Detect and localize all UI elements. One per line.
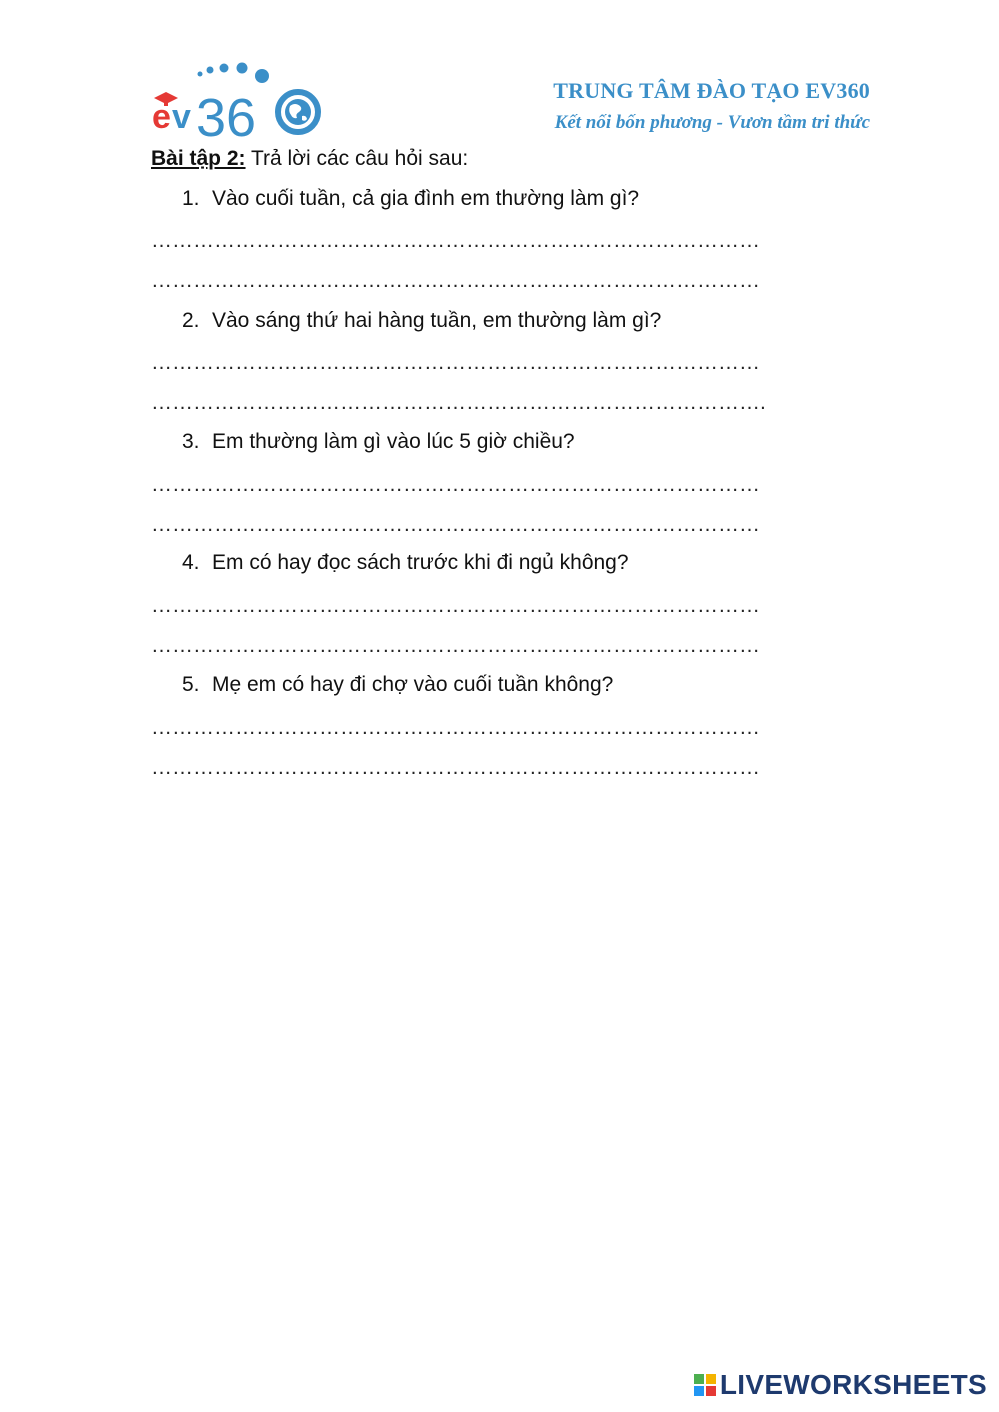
question-3: [182, 430, 575, 454]
question-5: [182, 673, 613, 697]
exercise-label: Bài tập 2:: [151, 147, 246, 170]
answer-line[interactable]: ……………………………………………………………………………: [151, 594, 760, 617]
exercise-instruction: Trả lời các câu hỏi sau:: [245, 147, 469, 170]
question-1: [182, 187, 639, 211]
question-text: Em có hay đọc sách trước khi đi ngủ không?: [212, 551, 629, 574]
question-number: 3.: [182, 430, 200, 453]
answer-line[interactable]: ……………………………………………………………………………: [151, 716, 760, 739]
svg-text:v: v: [172, 98, 191, 136]
center-slogan: Kết nối bốn phương - Vươn tầm tri thức: [554, 112, 870, 133]
question-number: 5.: [182, 673, 200, 696]
svg-text:e: e: [152, 98, 171, 136]
question-text: Vào sáng thứ hai hàng tuần, em thường làm gì?: [212, 309, 662, 332]
exercise-heading: [151, 147, 468, 171]
question-2: [182, 309, 661, 333]
answer-line[interactable]: ……………………………………………………………………………: [151, 229, 760, 252]
answer-line[interactable]: …………………………………………………………………………….: [151, 391, 766, 414]
answer-line[interactable]: ……………………………………………………………………………: [151, 269, 760, 292]
question-number: 4.: [182, 551, 200, 574]
answer-line[interactable]: ……………………………………………………………………………: [151, 351, 760, 374]
svg-text:36: 36: [196, 88, 257, 142]
question-text: Em thường làm gì vào lúc 5 giờ chiều?: [212, 430, 575, 453]
question-number: 2.: [182, 309, 200, 332]
answer-line[interactable]: ……………………………………………………………………………: [151, 756, 760, 779]
answer-line[interactable]: ……………………………………………………………………………: [151, 473, 760, 496]
answer-line[interactable]: ……………………………………………………………………………: [151, 513, 760, 536]
question-text: Mẹ em có hay đi chợ vào cuối tuần không?: [212, 673, 614, 696]
question-number: 1.: [182, 187, 200, 210]
ev360-logo: [150, 62, 322, 142]
liveworksheets-logo-icon: [694, 1374, 716, 1396]
question-4: [182, 551, 629, 575]
question-text: Vào cuối tuần, cả gia đình em thường làm gì?: [212, 187, 640, 210]
liveworksheets-wordmark: LIVEWORKSHEETS: [719, 1369, 987, 1400]
center-name: TRUNG TÂM ĐÀO TẠO EV360: [553, 78, 870, 103]
answer-line[interactable]: ……………………………………………………………………………: [151, 634, 760, 657]
liveworksheets-brand: [694, 1370, 987, 1400]
